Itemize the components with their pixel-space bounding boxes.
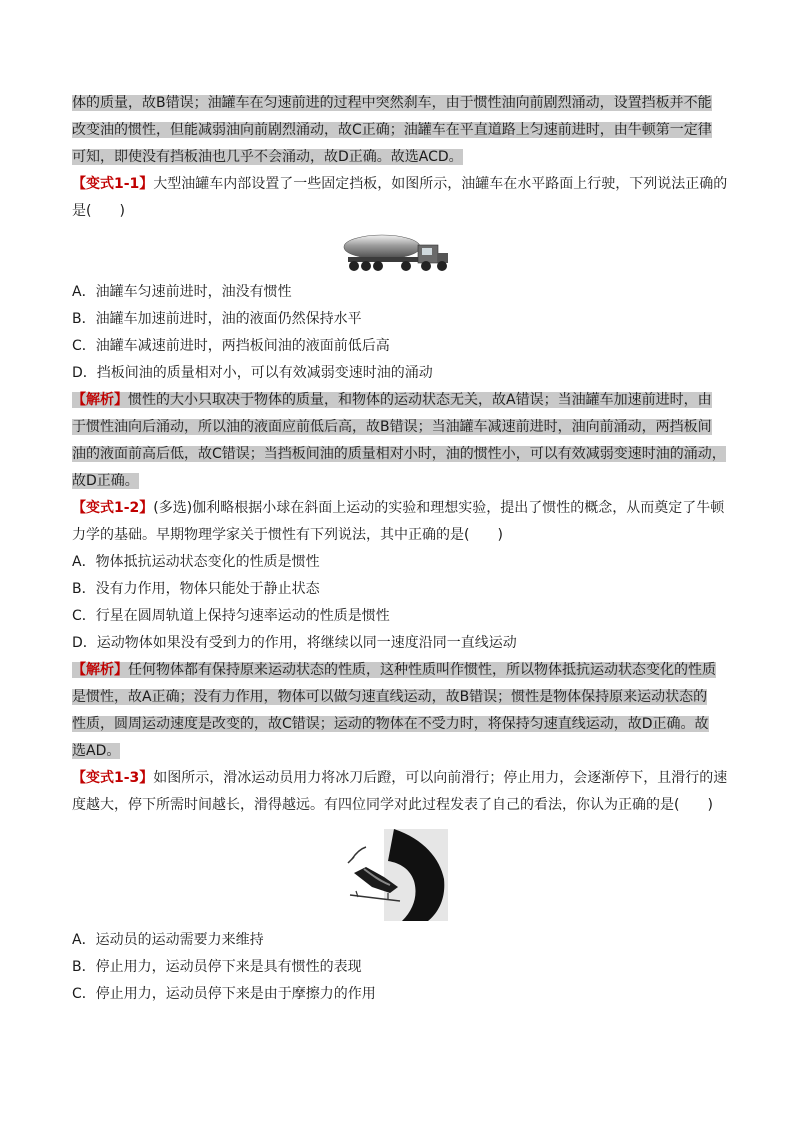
analysis-continuation-line: 可知，即使没有挡板油也几乎不会涌动，故D正确。故选ACD。 — [72, 149, 463, 165]
question-1-2-options — [72, 549, 736, 657]
option-a: A．运动员的运动需要力来维持 — [72, 932, 264, 948]
speed-skate-icon — [344, 829, 448, 921]
option-d: D．运动物体如果没有受到力的作用，将继续以同一速度沿同一直线运动 — [72, 635, 517, 651]
analysis-tag: 【解析】 — [72, 392, 128, 408]
option-a: A．物体抵抗运动状态变化的性质是惯性 — [72, 554, 320, 570]
option-c: C．停止用力，运动员停下来是由于摩擦力的作用 — [72, 986, 376, 1002]
question-1-3-stem: 度越大，停下所需时间越长，滑得越远。有四位同学对此过程发表了自己的看法，你认为正确的是( ) — [72, 797, 713, 813]
question-1-2-stem: 【变式1-2】(多选)伽利略根据小球在斜面上运动的实验和理想实验，提出了惯性的概念，从而奠定了牛顿 — [72, 500, 725, 516]
question-1-2-analysis: 【解析】任何物体都有保持原来运动状态的性质，这种性质叫作惯性，所以物体抵抗运动状态变化的性质 是惯性，故A正确；没有力作用，物体可以做匀速直线运动，故B错误；惯性是物体保持原来运动状态的 性质，圆周运动速度是改变的，故C错误；运动的物体在不受力时，将保持匀速直线运动，故D正确。故 选AD。 — [72, 662, 716, 759]
question-tag: 【变式1-3】 — [72, 770, 154, 786]
question-1-1-stem: 【变式1-1】大型油罐车内部设置了一些固定挡板，如图所示，油罐车在水平路面上行驶，下列说法正确的 — [72, 176, 728, 192]
option-b: B．油罐车加速前进时，油的液面仍然保持水平 — [72, 311, 362, 327]
option-c: C．行星在圆周轨道上保持匀速率运动的性质是惯性 — [72, 608, 390, 624]
question-1-3-stem: 【变式1-3】如图所示，滑冰运动员用力将冰刀后蹬，可以向前滑行；停止用力，会逐渐停下，且滑行的速 — [72, 770, 728, 786]
option-a: A．油罐车匀速前进时，油没有惯性 — [72, 284, 292, 300]
analysis-continuation-line: 改变油的惯性，但能减弱油向前剧烈涌动，故C正确；油罐车在平直道路上匀速前进时，由牛顿第一定律 — [72, 122, 712, 138]
option-b: B．没有力作用，物体只能处于静止状态 — [72, 581, 320, 597]
analysis-continuation-line: 体的质量，故B错误；油罐车在匀速前进的过程中突然刹车，由于惯性油向前剧烈涌动，设置挡板并不能 — [72, 95, 712, 111]
tanker-truck-figure — [340, 229, 452, 275]
figure-container — [72, 225, 736, 279]
question-1-1-options — [72, 279, 736, 387]
question-1-3-options — [72, 927, 736, 1008]
question-tag: 【变式1-1】 — [72, 176, 154, 192]
speed-skater-figure — [344, 829, 448, 921]
question-tag: 【变式1-2】 — [72, 500, 154, 516]
option-c: C．油罐车减速前进时，两挡板间油的液面前低后高 — [72, 338, 390, 354]
figure-container — [72, 819, 736, 927]
option-d: D．挡板间油的质量相对小，可以有效减弱变速时油的涌动 — [72, 365, 433, 381]
document-body — [72, 90, 736, 1008]
tanker-truck-icon — [340, 229, 452, 275]
question-1-1-stem: 是( ) — [72, 203, 125, 219]
option-b: B．停止用力，运动员停下来是具有惯性的表现 — [72, 959, 362, 975]
analysis-tag: 【解析】 — [72, 662, 128, 678]
question-1-1-analysis: 【解析】惯性的大小只取决于物体的质量，和物体的运动状态无关，故A错误；当油罐车加速前进时，由 于惯性油向后涌动，所以油的液面应前低后高，故B错误；当油罐车减速前进时，油向前涌动，两挡板间 油的液面前高后低，故C错误；当挡板间油的质量相对小时，油的惯性小，可以有效减弱变速时油的涌动， 故D正确。 — [72, 392, 726, 489]
question-1-2-stem: 力学的基础。早期物理学家关于惯性有下列说法，其中正确的是( ) — [72, 527, 503, 543]
